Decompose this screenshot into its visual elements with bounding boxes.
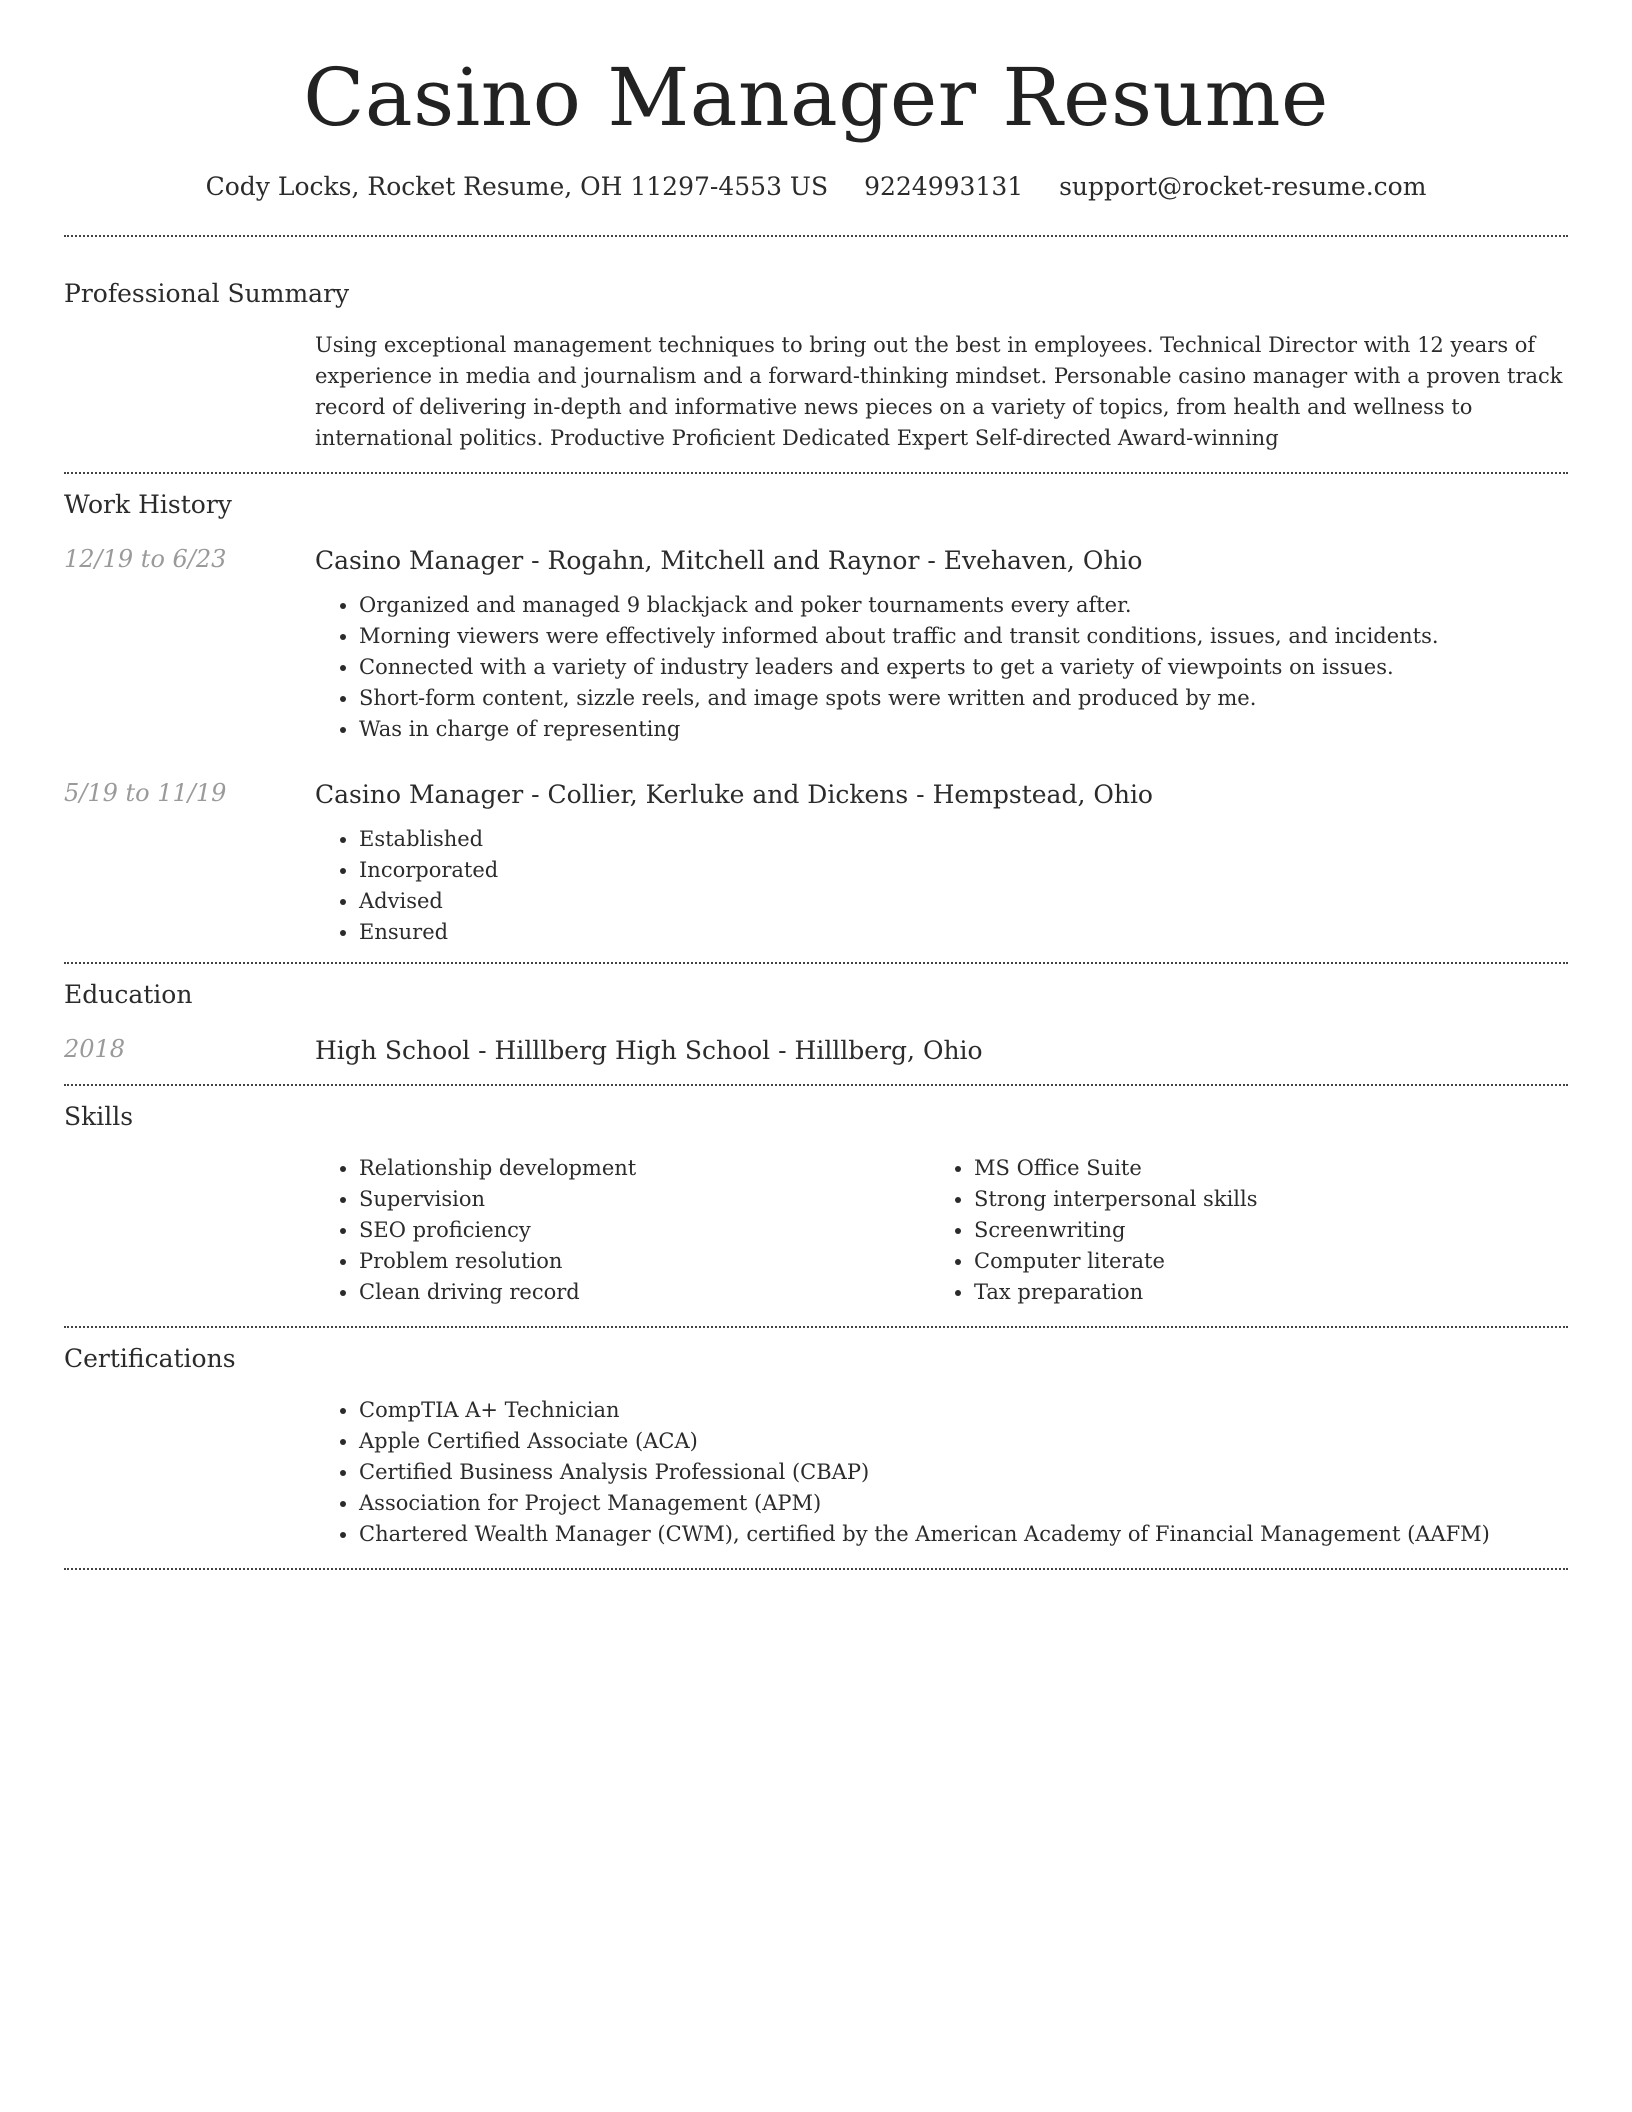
work-history-section bbox=[64, 490, 1568, 948]
skills-list-right bbox=[930, 1153, 1545, 1308]
education-heading: Education bbox=[64, 980, 193, 1009]
summary-divider bbox=[64, 472, 1568, 474]
job-bullets bbox=[315, 590, 1568, 745]
summary-text: Using exceptional management techniques to bring out the best in employees. Technical Director with 12 years of experience in media and journalism and a forward-thinking mindset. Personable casino manager with a proven track record of delivering in-depth and informative news pieces on a variety of topics, from health and wellness to international politics. Productive Proficient Dedicated Expert Self-directed Award-winning bbox=[315, 333, 1563, 450]
job-dates: 5/19 to 11/19 bbox=[64, 779, 227, 807]
list-item: • Computer literate bbox=[974, 1246, 1545, 1277]
list-item: • Incorporated bbox=[359, 855, 1568, 886]
contact-address: Cody Locks, Rocket Resume, OH 11297-4553 US bbox=[205, 172, 829, 201]
list-item: • Strong interpersonal skills bbox=[974, 1184, 1545, 1215]
job-entry bbox=[64, 545, 1568, 745]
list-item: • Ensured bbox=[359, 917, 1568, 948]
resume-page bbox=[64, 0, 1568, 1570]
job-title: Casino Manager - Rogahn, Mitchell and Raynor - Evehaven, Ohio bbox=[315, 546, 1143, 575]
resume-title: Casino Manager Resume bbox=[303, 51, 1329, 144]
skills-heading: Skills bbox=[64, 1102, 134, 1131]
list-item: • MS Office Suite bbox=[974, 1153, 1545, 1184]
list-item: • Established bbox=[359, 824, 1568, 855]
certifications-section bbox=[64, 1344, 1568, 1550]
list-item: • Chartered Wealth Manager (CWM), certified by the American Academy of Financial Management (AAFM) bbox=[359, 1519, 1568, 1550]
work-history-heading: Work History bbox=[64, 490, 232, 519]
education-year: 2018 bbox=[64, 1035, 126, 1063]
list-item: • Organized and managed 9 blackjack and poker tournaments every after. bbox=[359, 590, 1568, 621]
contact-phone: 9224993131 bbox=[864, 172, 1024, 201]
list-item: • Certified Business Analysis Professional (CBAP) bbox=[359, 1457, 1568, 1488]
list-item: • Supervision bbox=[359, 1184, 930, 1215]
list-item: • Was in charge of representing bbox=[359, 714, 1568, 745]
skills-list-left bbox=[315, 1153, 930, 1308]
education-entry bbox=[64, 1035, 1568, 1066]
job-bullets bbox=[315, 824, 1568, 948]
skills-divider bbox=[64, 1326, 1568, 1328]
list-item: • Clean driving record bbox=[359, 1277, 930, 1308]
header-divider bbox=[64, 235, 1568, 237]
job-dates: 12/19 to 6/23 bbox=[64, 545, 227, 573]
list-item: • Relationship development bbox=[359, 1153, 930, 1184]
certifications-list bbox=[315, 1395, 1568, 1550]
list-item: • CompTIA A+ Technician bbox=[359, 1395, 1568, 1426]
contact-line bbox=[64, 172, 1568, 201]
education-section bbox=[64, 980, 1568, 1066]
list-item: • Connected with a variety of industry leaders and experts to get a variety of viewpoints on issues. bbox=[359, 652, 1568, 683]
certifications-heading: Certifications bbox=[64, 1344, 236, 1373]
education-title: High School - Hilllberg High School - Hilllberg, Ohio bbox=[315, 1036, 983, 1065]
job-title: Casino Manager - Collier, Kerluke and Dickens - Hempstead, Ohio bbox=[315, 780, 1153, 809]
job-entry bbox=[64, 779, 1568, 948]
summary-section bbox=[64, 279, 1568, 454]
list-item: • Screenwriting bbox=[974, 1215, 1545, 1246]
work-divider bbox=[64, 962, 1568, 964]
contact-email: support@rocket-resume.com bbox=[1059, 172, 1427, 201]
skills-section bbox=[64, 1102, 1568, 1308]
list-item: • Apple Certified Associate (ACA) bbox=[359, 1426, 1568, 1457]
list-item: • SEO proficiency bbox=[359, 1215, 930, 1246]
skills-columns bbox=[315, 1153, 1568, 1308]
list-item: • Tax preparation bbox=[974, 1277, 1545, 1308]
list-item: • Problem resolution bbox=[359, 1246, 930, 1277]
summary-heading: Professional Summary bbox=[64, 279, 350, 308]
education-divider bbox=[64, 1084, 1568, 1086]
certifications-divider bbox=[64, 1568, 1568, 1570]
list-item: • Short-form content, sizzle reels, and image spots were written and produced by me. bbox=[359, 683, 1568, 714]
list-item: • Association for Project Management (APM) bbox=[359, 1488, 1568, 1519]
list-item: • Advised bbox=[359, 886, 1568, 917]
list-item: • Morning viewers were effectively informed about traffic and transit conditions, issues, and incidents. bbox=[359, 621, 1568, 652]
